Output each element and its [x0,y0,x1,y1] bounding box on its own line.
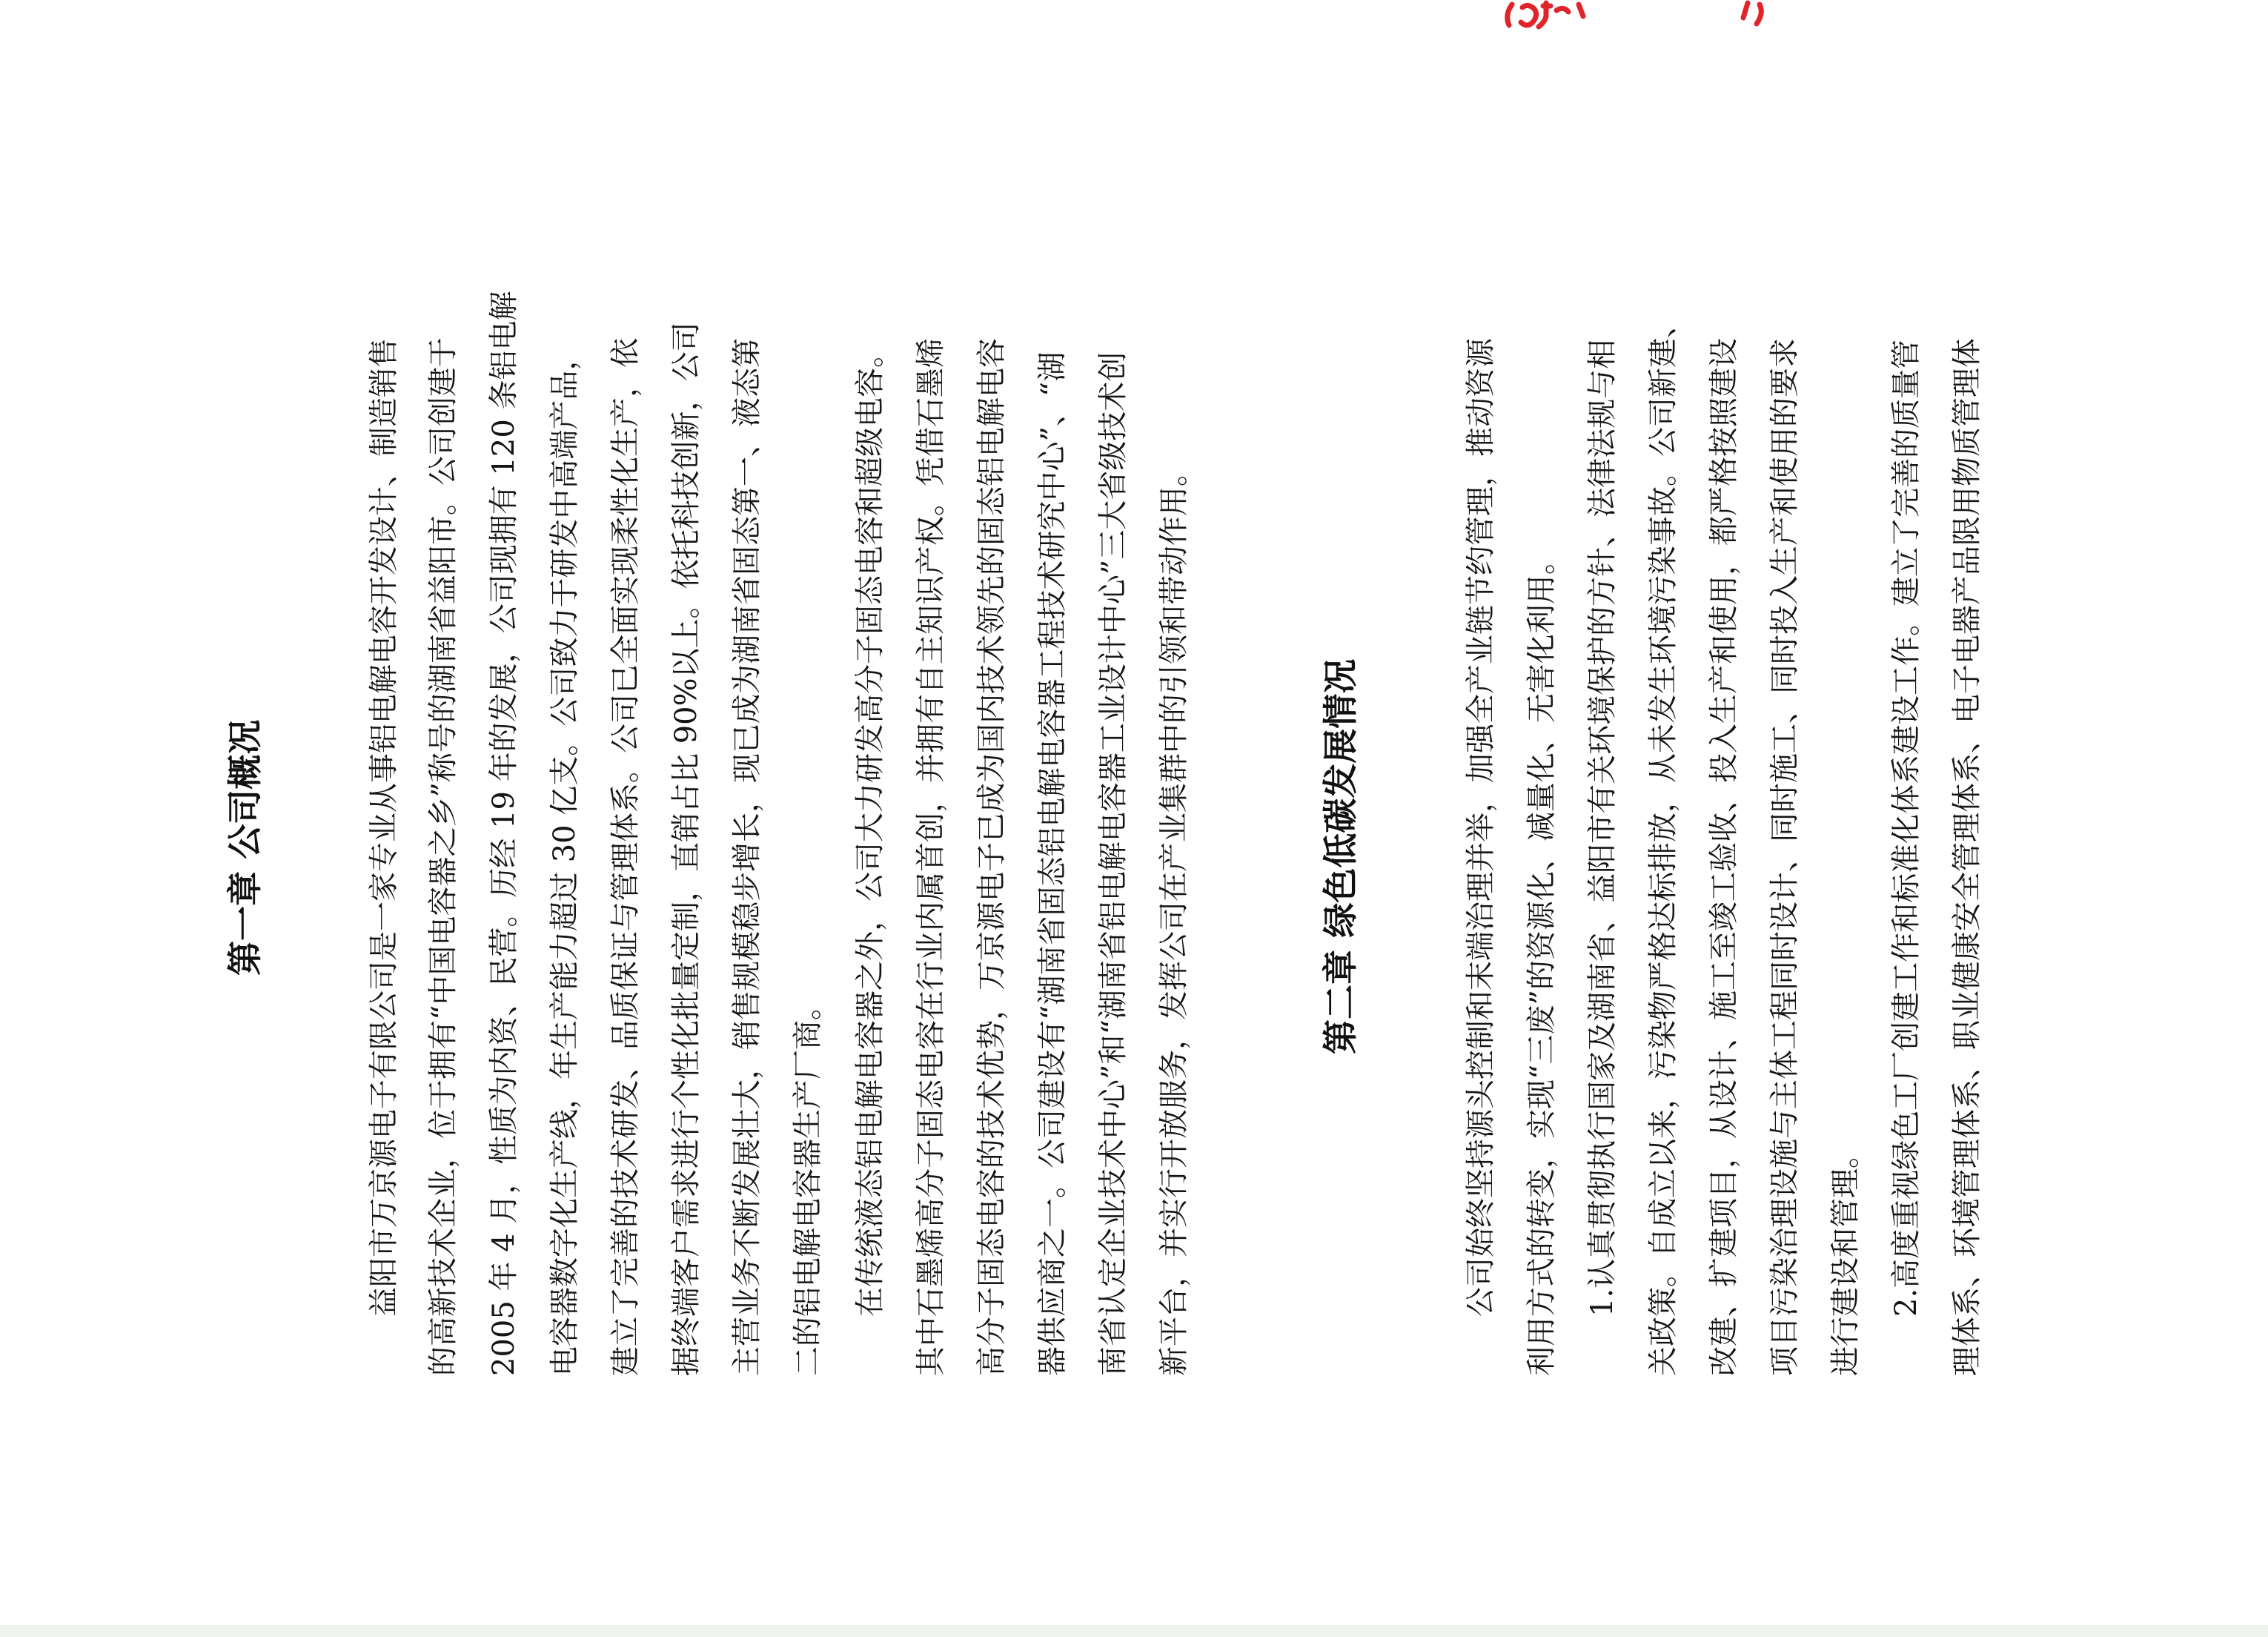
red-seal-stamp-icon [1475,0,1786,34]
chapter-1-line: 其中石墨烯高分子固态电容在行业内属首创，并拥有自主知识产权。凭借石墨烯 [914,338,948,1376]
chapter-1-line: 南省认定企业技术中心”和“湖南省铝电解电容器工业设计中心”三大省级技术创 [1096,351,1130,1376]
chapter-2-line: 关政策。自成立以来，污染物严格达标排放，从未发生环境污染事故。公司新建、 [1646,308,1680,1376]
chapter-2-title: 第二章 绿色低碳发展情况 [1321,658,1362,1054]
chapter-2-line: 项目污染治理设施与主体工程同时设计、同时施工、同时投入生产和使用的要求 [1768,338,1802,1376]
chapter-2-line: 公司始终坚持源头控制和末端治理并举，加强全产业链节约管理，推动资源 [1464,338,1498,1317]
chapter-1-line: 在传统液态铝电解电容器之外，公司大力研发高分子固态电容和超级电容。 [853,338,887,1317]
chapter-1-line: 2005 年 4 月，性质为内资、民营。历经 19 年的发展，公司现拥有 120 条铝电解 [487,291,521,1376]
chapter-1-line: 的高新技术企业，位于拥有“中国电容器之乡”称号的湖南省益阳市。公司创建于 [426,337,460,1376]
chapter-1-line: 益阳市万京源电子有限公司是一家专业从事铝电解电容开发设计、制造销售 [367,338,401,1317]
chapter-1-title: 第一章 公司概况 [225,719,266,976]
chapter-2-line: 2.高度重视绿色工厂创建工作和标准化体系建设工作。建立了完善的质量管 [1889,339,1923,1317]
chapter-2-line: 利用方式的转变，实现“三废”的资源化、减量化、无害化利用。 [1525,545,1559,1376]
chapter-2-line: 理体系、环境管理体系、职业健康安全管理体系、电子电器产品限用物质管理体 [1950,338,1984,1376]
page-bottom-edge [0,1625,2268,1637]
chapter-1-line: 建立了完善的技术研发、品质保证与管理体系。公司已全面实现柔性化生产，依 [609,338,643,1376]
chapter-1-line: 器供应商之一。公司建设有“湖南省固态铝电解电容器工程技术研究中心”、“湖 [1035,351,1070,1376]
chapter-1-line: 据终端客户需求进行个性化批量定制，直销占比 90%以上。依托科技创新，公司 [669,322,703,1376]
chapter-1-line: 主营业务不断发展壮大，销售规模稳步增长，现已成为湖南省固态第一、液态第 [730,338,764,1376]
chapter-1-line: 电容器数字化生产线，年生产能力超过 30 亿支。公司致力于研发中高端产品， [548,340,582,1376]
chapter-1-line: 高分子固态电容的技术优势，万京源电子已成为国内技术领先的固态铝电解电容 [975,338,1009,1376]
chapter-2-line: 1.认真贯彻执行国家及湖南省、益阳市有关环境保护的方针、法律法规与相 [1585,339,1619,1317]
chapter-2-line: 进行建设和管理。 [1828,1139,1863,1376]
chapter-1-line: 新平台，并实行开放服务，发挥公司在产业集群中的引领和带动作用。 [1157,457,1191,1376]
chapter-2-line: 改建、扩建项目，从设计、施工至竣工验收、投入生产和使用，都严格按照建设 [1707,338,1741,1376]
chapter-1-line: 二的铝电解电容器生产厂商。 [791,991,825,1376]
